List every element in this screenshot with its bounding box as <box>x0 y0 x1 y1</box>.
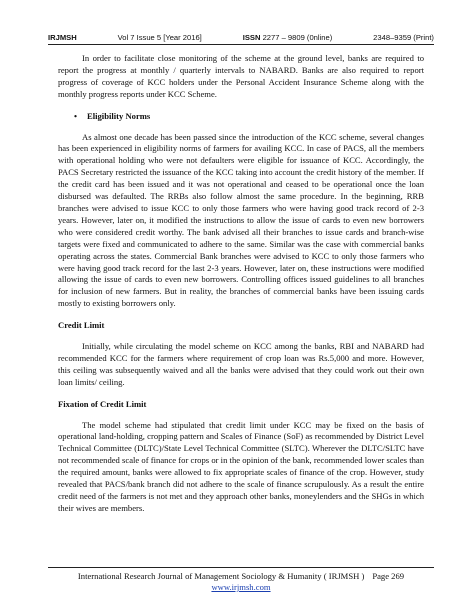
footer-rule <box>48 567 434 568</box>
header-issn-label: ISSN <box>242 33 261 42</box>
article-body <box>58 53 424 515</box>
footer-url-link[interactable]: www.irjmsh.com <box>211 582 271 592</box>
eligibility-heading <box>74 111 424 123</box>
footer-journal-name: International Research Journal of Management Sociology & Humanity ( IRJMSH ) <box>77 571 365 581</box>
header-issn-online: 2277 – 9809 (0nline) <box>262 33 333 42</box>
header-rule <box>48 44 434 45</box>
header-issn-group <box>243 33 333 42</box>
paragraph-fixation: The model scheme had stipulated that credit limit under KCC may be fixed on the basis of operational land-holding, cropping pattern and Scales of Finance (SoF) as recommended by District Level Technical Committee (DLTC)/State Level Technical Committee (SLTC). Wherever the DLTC/SLTC have not recommended scale of finance for crops or in the opinion of the bank, recommended lower scales than the required amount, banks were allowed to fix appropriate scales of finance of the crop. However, study revealed that PACS/bank branch did not adhere to the scale of finance scrupulously. As a result the entire credit need of the farmers is not met and they approach other banks, moneylenders and the SHGs in which their wives are members. <box>58 419 424 513</box>
header-issn-print: 2348–9359 (Print) <box>373 33 434 42</box>
header-journal: IRJMSH <box>48 33 77 42</box>
header-volume: Vol 7 Issue 5 [Year 2016] <box>117 33 202 42</box>
credit-limit-heading: Credit Limit <box>58 320 105 331</box>
paragraph-monitoring: In order to facilitate close monitoring of the scheme at the ground level, banks are required to report the progress at monthly / quarterly intervals to NABARD. Banks are also required to report progress of coverage of KCC holders under the Personal Accident Insurance Scheme along with the monthly progress reports under KCC Scheme. <box>58 53 424 99</box>
paragraph-credit-limit: Initially, while circulating the model scheme on KCC among the banks, RBI and NABARD had recommended KCC for the farmers where requirement of crop loan was Rs.5,000 and more. However, this ceiling was subsequently waived and all the banks were advised that they could work out their own loan limits/ ceiling. <box>58 341 424 387</box>
page-footer <box>48 571 434 593</box>
fixation-heading: Fixation of Credit Limit <box>58 398 147 409</box>
running-header <box>48 33 434 42</box>
page-number: Page 269 <box>372 571 405 581</box>
paragraph-eligibility: As almost one decade has been passed since the introduction of the KCC scheme, several changes has been experienced in eligibility norms of farmers for availing KCC. In case of PACS, all the members with operational holding who were not defaulters were eligible for issuance of KCC. Accordingly, the PACS Secretary restricted the issuance of the KCC taking into account the credit history of the member. If the credit card has been issued and it was not operational and ceased to be operational once the loan disbursed was defaulted. The RRBs also follow almost the same procedure. In the beginning, RRB branches were advised to issue KCC to only those farmers who were having good track record of 2-3 years. However, later on, it modified the instructions to allow the issue of cards to even new borrowers who were considered credit worthy. The bank advised all their branches to issue cards and branch-wise targets were fixed and communicated to adhere to the same. Similar was the case with commercial banks operating across the states. Commercial Bank branches were advised to KCC to only those farmers who were having good track record for the last 2-3 years. However, later on, these instructions were modified allowing the issue of cards to even new borrowers. Controlling offices issued guidelines to all branches for inclusion of new farmers. But in reality, the branches of commercial banks have been issuing cards mostly to existing borrowers only. <box>58 131 424 309</box>
eligibility-heading-text: Eligibility Norms <box>87 110 151 121</box>
bullet-icon: • <box>74 110 78 121</box>
